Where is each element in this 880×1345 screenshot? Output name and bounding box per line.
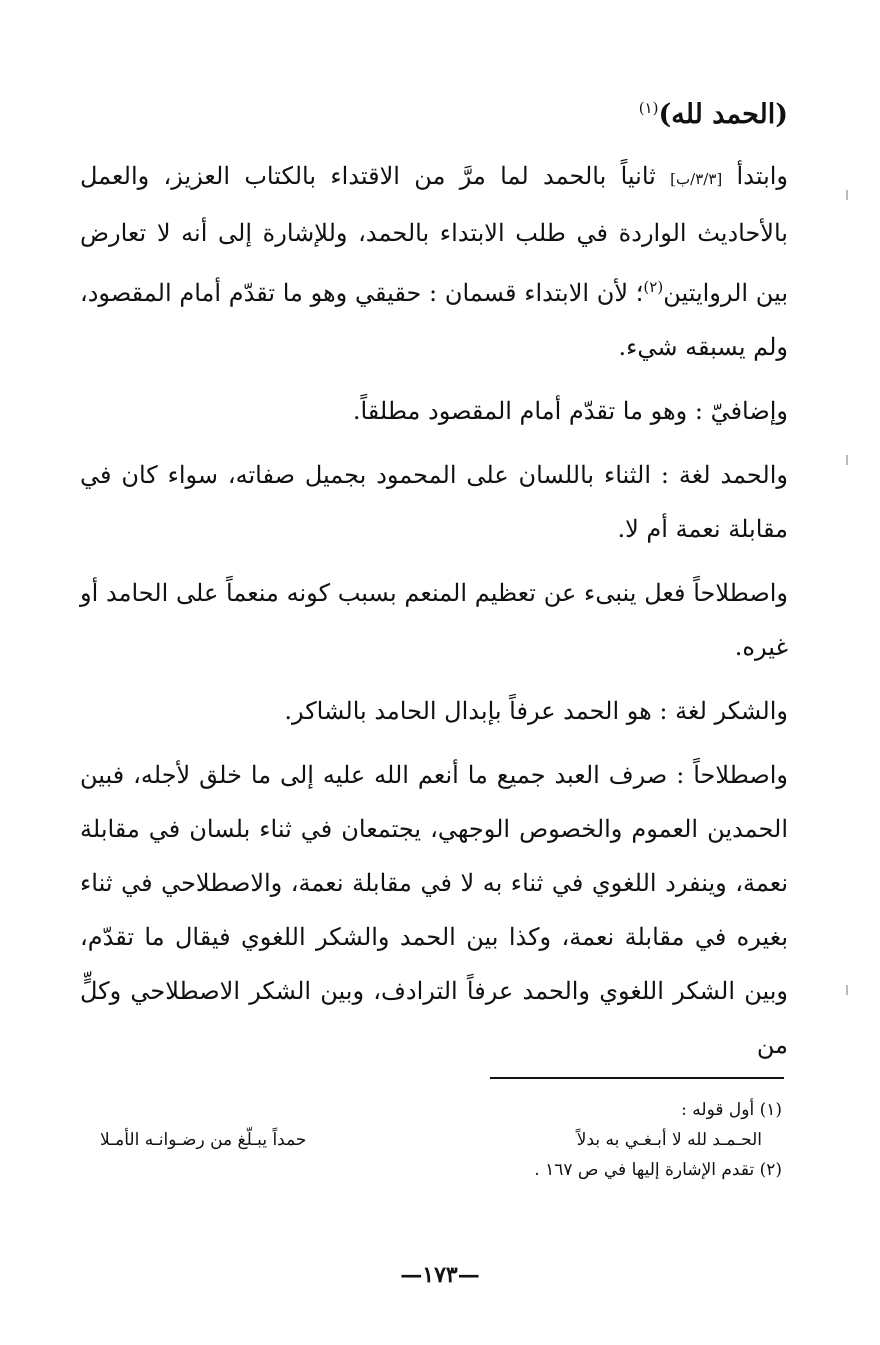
paragraph-1-start: وابتدأ <box>722 162 789 190</box>
paragraph-1-tail: ؛ لأن الابتداء قسمان : حقيقي وهو ما تقدّم أمام المقصود، ولم يسبقه شيء. <box>80 279 788 361</box>
paragraph-3: والحمد لغة : الثناء باللسان على المحمود بجميل صفاته، سواء كان في مقابلة نعمة أم لا. <box>80 461 788 543</box>
footnote-1-verse <box>100 1125 782 1155</box>
scan-edge-mark <box>846 985 848 995</box>
manuscript-folio-reference: [٣/٣/ب] <box>670 170 723 188</box>
paragraph-1 <box>80 149 788 374</box>
paragraph-2: وإضافيّ : وهو ما تقدّم أمام المقصود مطلقاً. <box>352 397 788 425</box>
scan-edge-mark <box>846 190 848 200</box>
paragraph-5: والشكر لغة : هو الحمد عرفاً بإبدال الحامد بالشاكر. <box>284 697 788 725</box>
footnote-1-label: (١) أول قوله : <box>681 1100 782 1120</box>
paragraph-4: واصطلاحاً فعل ينبىء عن تعظيم المنعم بسبب كونه منعماً على الحامد أو غيره. <box>80 579 789 661</box>
heading-text: (الحمد لله) <box>658 99 788 130</box>
verse-second-hemistich: حمداً يبـلّغ من رضـوانـه الأمـلا <box>100 1130 307 1150</box>
page-number: —١٧٣— <box>400 1262 480 1288</box>
paragraph-1-body: ثانياً بالحمد لما مرَّ من الاقتداء بالكتاب العزيز، والعمل بالأحاديث الواردة في طلب الابتداء بالحمد، وللإشارة إلى أنه لا تعارض بين الروايتين <box>80 162 788 307</box>
heading-footnote-marker: (١) <box>638 99 659 117</box>
footnotes <box>100 1095 782 1185</box>
main-text <box>80 88 788 1082</box>
footnote-2: (٢) تقدم الإشارة إليها في ص ١٦٧ . <box>534 1160 782 1180</box>
section-heading <box>80 88 788 135</box>
verse-first-hemistich: الحـمـد لله لا أبـغـي به بدلاً <box>576 1130 762 1150</box>
footnote-divider <box>490 1077 784 1079</box>
paragraph-1-footnote-marker: (٢) <box>643 278 664 296</box>
scan-edge-mark <box>846 455 848 465</box>
paragraph-6: واصطلاحاً : صرف العبد جميع ما أنعم الله عليه إلى ما خلق لأجله، فبين الحمدين العموم والخصوص الوجهي، يجتمعان في ثناء بلسان في مقابلة نعمة، وينفرد اللغوي في ثناء به لا في مقابلة نعمة، والاصطلاحي في ثناء بغيره في مقابلة نعمة، وكذا بين الحمد والشكر اللغوي فيقال ما تقدّم، وبين الشكر اللغوي والحمد عرفاً الترادف، وبين الشكر الاصطلاحي وكلٍّ من <box>80 761 788 1059</box>
